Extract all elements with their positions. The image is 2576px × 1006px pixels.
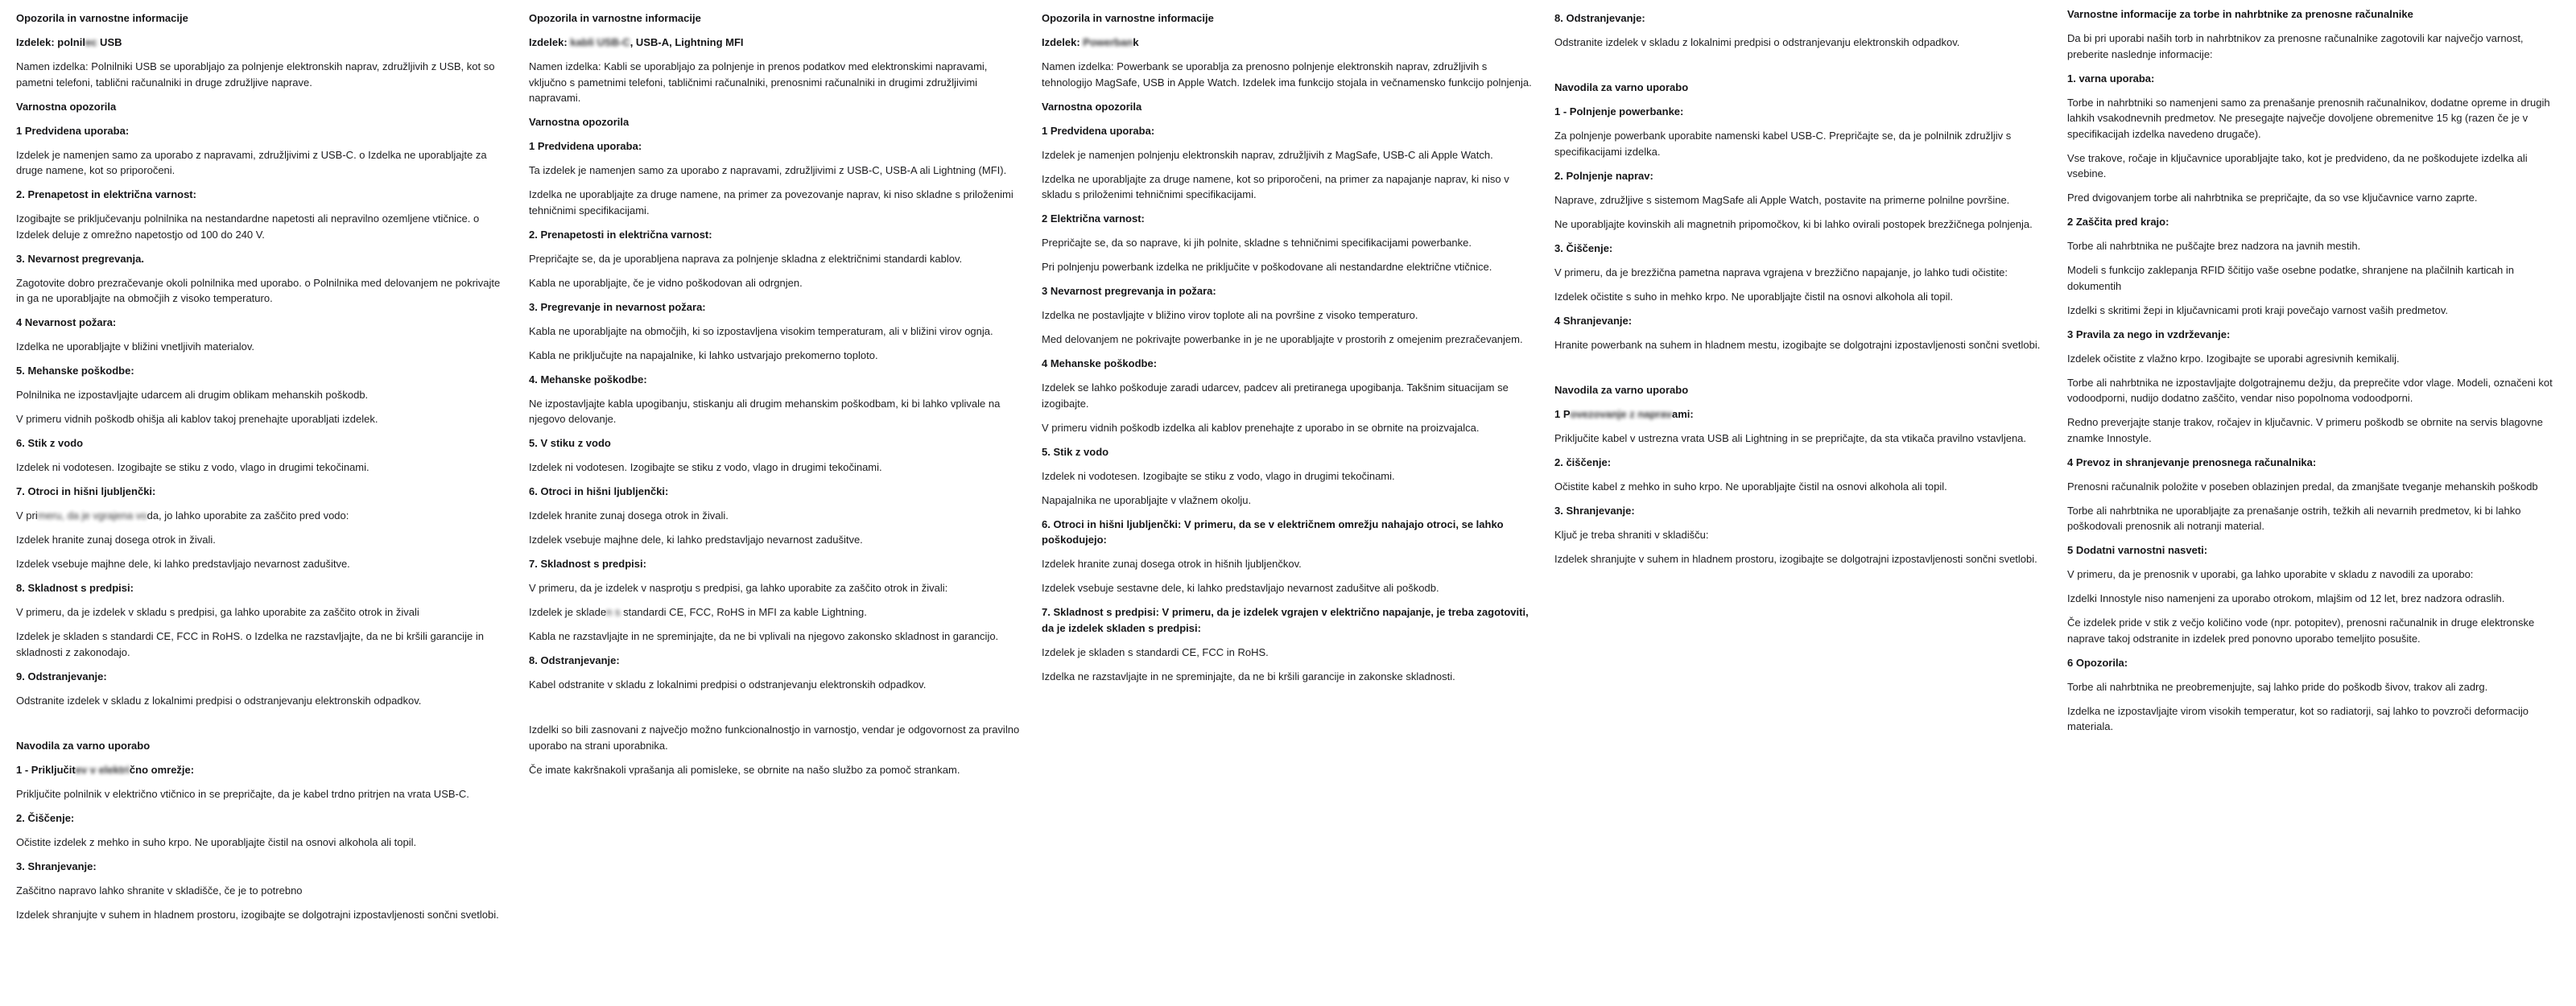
section-heading bbox=[1554, 10, 2046, 27]
paragraph bbox=[529, 163, 1021, 179]
paragraph bbox=[2067, 375, 2559, 406]
text-segment: 5. V stiku z vodo bbox=[529, 437, 611, 449]
text-segment: Opozorila in varnostne informacije bbox=[1042, 12, 1214, 24]
text-segment: Priključite kabel v ustrezna vrata USB ali Lightning in se prepričajte, da sta vtikača pravilno vstavljena. bbox=[1554, 431, 2027, 444]
paragraph bbox=[1554, 527, 2046, 543]
text-segment: 4. Mehanske poškodbe: bbox=[529, 373, 647, 385]
text-segment: 4 Mehanske poškodbe: bbox=[1042, 357, 1158, 369]
paragraph bbox=[1554, 265, 2046, 281]
column-powerbank-warnings bbox=[1042, 10, 1534, 931]
section-heading bbox=[1042, 444, 1534, 460]
text-segment: V primeru, da je izdelek v nasprotju s predpisi, ga lahko uporabite za zaščito otrok in živali: bbox=[529, 582, 948, 594]
paragraph bbox=[2067, 351, 2559, 367]
paragraph bbox=[2067, 567, 2559, 583]
text-segment: Izdelek je namenjen samo za uporabo z napravami, združljivimi z USB-C. o Izdelka ne uporabljajte za druge namene, kot so priporočeni. bbox=[16, 148, 487, 176]
paragraph bbox=[2067, 238, 2559, 254]
paragraph bbox=[2067, 479, 2559, 495]
text-segment: 6. Otroci in hišni ljubljenčki: bbox=[529, 485, 669, 497]
text-segment: Izdelka ne uporabljajte za druge namene, kot so priporočeni, na primer za napajanje naprav, ki niso v skladu s priloženimi tehničnimi specifikacijami. bbox=[1042, 172, 1509, 200]
smudged-text: n s bbox=[606, 606, 624, 618]
paragraph bbox=[16, 883, 508, 899]
section-heading bbox=[1042, 35, 1534, 51]
paragraph bbox=[1554, 479, 2046, 495]
text-segment: 7. Skladnost s predpisi: V primeru, da je izdelek vgrajen v električno napajanje, je treba zagotoviti, da je izdelek skladen s predpisi: bbox=[1042, 606, 1529, 634]
text-segment: Izdelki s skritimi žepi in ključavnicami proti kraji povečajo varnost vaših predmetov. bbox=[2067, 303, 2448, 316]
text-segment: Odstranite izdelek v skladu z lokalnimi predpisi o odstranjevanju elektronskih odpadkov. bbox=[16, 694, 422, 707]
paragraph bbox=[1042, 493, 1534, 509]
section-heading bbox=[529, 372, 1021, 388]
paragraph bbox=[1042, 307, 1534, 324]
paragraph bbox=[16, 147, 508, 179]
paragraph bbox=[16, 556, 508, 572]
section-heading bbox=[1554, 455, 2046, 471]
paragraph bbox=[1042, 556, 1534, 572]
text-segment: 4 Shranjevanje: bbox=[1554, 314, 1633, 327]
text-segment: Prepričajte se, da so naprave, ki jih polnite, skladne s tehničnimi specifikacijami powerbanke. bbox=[1042, 237, 1472, 249]
text-segment: 3 Pravila za nego in vzdrževanje: bbox=[2067, 328, 2231, 340]
text-segment: Izdelki so bili zasnovani z največjo možno funkcionalnostjo in varnostjo, vendar je odgovornost za pravilno uporabo na strani uporabnika. bbox=[529, 724, 1020, 752]
text-segment: Kabla ne priključujte na napajalnike, ki lahko ustvarjajo prekomerno toploto. bbox=[529, 348, 878, 361]
paragraph bbox=[2067, 190, 2559, 206]
section-heading bbox=[1042, 123, 1534, 139]
paragraph bbox=[1042, 259, 1534, 275]
paragraph bbox=[1042, 171, 1534, 203]
text-segment: 1. varna uporaba: bbox=[2067, 72, 2155, 85]
text-segment: Torbe ali nahrbtnika ne uporabljajte za prenašanje ostrih, težkih ali nevarnih predmetov, ki bi lahko poškodovali prenosnik ali notranji material. bbox=[2067, 504, 2521, 532]
text-segment: Izdelek ni vodotesen. Izogibajte se stiku z vodo, vlago in drugimi tekočinami. bbox=[16, 461, 369, 473]
paragraph bbox=[16, 387, 508, 403]
paragraph bbox=[1042, 235, 1534, 251]
smudged-text: kabli USB-C bbox=[570, 36, 630, 48]
paragraph bbox=[529, 460, 1021, 476]
text-segment: Opozorila in varnostne informacije bbox=[529, 12, 701, 24]
text-segment: Izdelek: polnil bbox=[16, 36, 85, 48]
column-cables-warnings bbox=[529, 10, 1021, 931]
paragraph bbox=[1554, 431, 2046, 447]
text-segment: Modeli s funkcijo zaklepanja RFID ščitijo vaše osebne podatke, shranjene na plačilnih karticah in dokumentih bbox=[2067, 264, 2514, 292]
section-heading bbox=[16, 762, 508, 778]
text-segment: k bbox=[1133, 36, 1139, 48]
paragraph bbox=[529, 604, 1021, 621]
paragraph bbox=[2067, 414, 2559, 446]
section-heading bbox=[16, 10, 508, 27]
section-heading bbox=[529, 10, 1021, 27]
text-segment: Izdelek ni vodotesen. Izogibajte se stiku z vodo, vlago in drugimi tekočinami. bbox=[529, 461, 882, 473]
text-segment: Izdelek je skladen s standardi CE, FCC in RoHS. o Izdelka ne razstavljajte, da ne bi kršili garancije in skladnosti z zakonodajo. bbox=[16, 630, 484, 658]
paragraph bbox=[1042, 147, 1534, 163]
smudged-text: ovezovanje z naprav bbox=[1570, 407, 1672, 420]
text-segment: 2. čiščenje: bbox=[1554, 456, 1612, 468]
text-segment: 3. Čiščenje: bbox=[1554, 241, 1613, 254]
section-heading bbox=[529, 435, 1021, 451]
section-heading bbox=[1042, 517, 1534, 548]
paragraph bbox=[1554, 35, 2046, 51]
paragraph bbox=[2067, 703, 2559, 735]
text-segment: 6. Otroci in hišni ljubljenčki: V primeru, da se v električnem omrežju nahajajo otroci, se lahko poškodujejo: bbox=[1042, 517, 1504, 546]
text-segment: Izdelka ne uporabljajte v bližini vnetljivih materialov. bbox=[16, 340, 255, 353]
text-segment: 1 Predvidena uporaba: bbox=[1042, 124, 1155, 137]
text-segment: 4 Nevarnost požara: bbox=[16, 316, 117, 328]
paragraph bbox=[16, 460, 508, 476]
section-heading bbox=[529, 556, 1021, 572]
text-segment: Navodila za varno uporabo bbox=[1554, 81, 1689, 93]
text-segment: čno omrežje: bbox=[129, 763, 195, 776]
text-segment: Izdelek vsebuje majhne dele, ki lahko predstavljajo nevarnost zadušitve. bbox=[16, 558, 350, 570]
text-segment: Izdelek vsebuje sestavne dele, ki lahko predstavljajo nevarnost zadušitve ali poškodb. bbox=[1042, 582, 1439, 594]
section-heading bbox=[16, 669, 508, 685]
text-segment: 8. Skladnost s predpisi: bbox=[16, 582, 134, 594]
text-segment: 7. Otroci in hišni ljubljenčki: bbox=[16, 485, 156, 497]
section-heading bbox=[1554, 313, 2046, 329]
text-segment: 3. Shranjevanje: bbox=[1554, 504, 1635, 517]
text-segment: Izdelka ne postavljajte v bližino virov toplote ali na površine z visoko temperaturo. bbox=[1042, 309, 1418, 321]
section-heading bbox=[16, 251, 508, 267]
section-heading bbox=[2067, 6, 2559, 23]
section-heading bbox=[16, 35, 508, 51]
text-segment: Ne uporabljajte kovinskih ali magnetnih pripomočkov, ki bi lahko ovirali postopek brezžičnega polnjenja. bbox=[1554, 217, 2033, 230]
section-heading bbox=[529, 653, 1021, 669]
paragraph bbox=[2067, 503, 2559, 534]
text-segment: Kabla ne razstavljajte in ne spreminjajte, da ne bi vplivali na njegovo zakonsko skladnost in garancijo. bbox=[529, 630, 999, 642]
paragraph bbox=[1042, 380, 1534, 411]
paragraph bbox=[2067, 262, 2559, 294]
paragraph bbox=[2067, 303, 2559, 319]
section-heading bbox=[16, 810, 508, 827]
paragraph bbox=[529, 580, 1021, 596]
text-segment: V primeru, da je prenosnik v uporabi, ga lahko uporabite v skladu z navodili za uporabo: bbox=[2067, 568, 2474, 580]
text-segment: Kabla ne uporabljajte, če je vidno poškodovan ali odrgnjen. bbox=[529, 276, 803, 289]
paragraph bbox=[16, 907, 508, 923]
paragraph bbox=[1042, 468, 1534, 484]
paragraph bbox=[16, 693, 508, 709]
text-segment: Odstranite izdelek v skladu z lokalnimi predpisi o odstranjevanju elektronskih odpadkov. bbox=[1554, 36, 1960, 48]
section-heading bbox=[1554, 503, 2046, 519]
paragraph bbox=[529, 629, 1021, 645]
text-segment: 3. Pregrevanje in nevarnost požara: bbox=[529, 300, 706, 313]
paragraph bbox=[2067, 95, 2559, 142]
text-segment: Izdelek: bbox=[1042, 36, 1084, 48]
section-heading bbox=[1554, 80, 2046, 96]
text-segment: 1 - Polnjenje powerbanke: bbox=[1554, 105, 1684, 118]
text-segment: 8. Odstranjevanje: bbox=[529, 654, 620, 666]
text-segment: Izdelek hranite zunaj dosega otrok in hišnih ljubljenčkov. bbox=[1042, 558, 1302, 570]
text-segment: standardi CE, FCC, RoHS in MFI za kable Lightning. bbox=[623, 606, 867, 618]
text-segment: 9. Odstranjevanje: bbox=[16, 670, 107, 682]
section-heading bbox=[1554, 104, 2046, 120]
text-segment: 5. Stik z vodo bbox=[1042, 445, 1109, 458]
text-segment: Namen izdelka: Kabli se uporabljajo za polnjenje in prenos podatkov med elektronskimi napravami, vključno s pametnimi telefoni, tabličnimi računalniki, prenosnimi računalniki in drugimi združljivimi napravami. bbox=[529, 60, 988, 104]
text-segment: Namen izdelka: Polnilniki USB se uporabljajo za polnjenje elektronskih naprav, združljivih z USB, kot so pametni telefoni, tablični računalniki in druge združljive naprave. bbox=[16, 60, 495, 89]
paragraph bbox=[529, 677, 1021, 693]
paragraph bbox=[16, 339, 508, 355]
section-heading bbox=[2067, 455, 2559, 471]
text-segment: 5. Mehanske poškodbe: bbox=[16, 365, 134, 377]
text-segment: V primeru, da je izdelek v skladu s predpisi, ga lahko uporabite za zaščito otrok in živali bbox=[16, 606, 419, 618]
text-segment: Izdelek je namenjen polnjenju elektronskih naprav, združljivih z MagSafe, USB-C ali Apple Watch. bbox=[1042, 148, 1493, 161]
text-segment: 6 Opozorila: bbox=[2067, 656, 2128, 669]
paragraph bbox=[16, 411, 508, 427]
text-segment: Prenosni računalnik položite v poseben oblazinjen predal, da zmanjšate tveganje mehanskih poškodb bbox=[2067, 480, 2538, 493]
section-heading bbox=[16, 435, 508, 451]
text-segment: Torbe ali nahrbtnika ne preobremenjujte, saj lahko pride do poškodb šivov, trakov ali zadrg. bbox=[2067, 680, 2488, 693]
section-heading bbox=[1042, 211, 1534, 227]
column-powerbank-usage bbox=[1554, 10, 2046, 931]
text-segment: 6. Stik z vodo bbox=[16, 437, 84, 449]
text-segment: 2 Zaščita pred krajo: bbox=[2067, 216, 2169, 228]
smudged-text: meru, da je vgrajena vo bbox=[37, 509, 147, 522]
text-segment: Če izdelek pride v stik z večjo količino vode (npr. potopitev), prenosni računalnik in druge elektronske naprave takoj odstranite in izdelek pred ponovno uporabo temeljito posušite. bbox=[2067, 616, 2535, 645]
smudged-text: ec bbox=[85, 36, 97, 48]
text-segment: Navodila za varno uporabo bbox=[1554, 383, 1689, 396]
paragraph bbox=[529, 324, 1021, 340]
paragraph bbox=[529, 59, 1021, 106]
section-heading bbox=[16, 580, 508, 596]
section-heading bbox=[529, 35, 1021, 51]
text-segment: Varnostna opozorila bbox=[16, 100, 117, 113]
section-heading bbox=[1042, 356, 1534, 372]
smudged-text: ev v elektri bbox=[75, 763, 130, 776]
column-laptop-bags-safety bbox=[2067, 6, 2559, 931]
text-segment: Očistite kabel z mehko in suho krpo. Ne uporabljajte čistil na osnovi alkohola ali topil. bbox=[1554, 480, 1947, 493]
text-segment: Polnilnika ne izpostavljajte udarcem ali drugim oblikam mehanskih poškodb. bbox=[16, 389, 369, 401]
paragraph bbox=[529, 251, 1021, 267]
section-gap bbox=[529, 701, 1021, 722]
section-heading bbox=[2067, 327, 2559, 343]
text-segment: Redno preverjajte stanje trakov, ročajev in ključavnic. V primeru poškodb se obrnite na servis blagovne znamke Innostyle. bbox=[2067, 416, 2543, 444]
text-segment: Očistite izdelek z mehko in suho krpo. Ne uporabljajte čistil na osnovi alkohola ali topil. bbox=[16, 835, 417, 848]
section-heading bbox=[529, 484, 1021, 500]
text-segment: Namen izdelka: Powerbank se uporablja za prenosno polnjenje elektronskih naprav, združljivih s tehnologijo MagSafe, USB in Apple Watch. Izdelek ima funkcijo stojala in večnamensko funkcijo polnjenja. bbox=[1042, 60, 1532, 89]
text-segment: Izdelek vsebuje majhne dele, ki lahko predstavljajo nevarnost zadušitve. bbox=[529, 534, 863, 546]
text-segment: Izdelki Innostyle niso namenjeni za uporabo otrokom, mlajšim od 12 let, brez nadzora odraslih. bbox=[2067, 592, 2505, 604]
section-heading bbox=[1042, 283, 1534, 299]
text-segment: Izdelek: bbox=[529, 36, 571, 48]
paragraph bbox=[2067, 150, 2559, 182]
text-segment: Ključ je treba shraniti v skladišču: bbox=[1554, 528, 1709, 541]
paragraph bbox=[1042, 332, 1534, 348]
text-segment: Zaščitno napravo lahko shranite v skladišče, če je to potrebno bbox=[16, 884, 303, 897]
section-heading bbox=[16, 99, 508, 115]
text-segment: Izdelek shranjujte v suhem in hladnem prostoru, izogibajte se dolgotrajni izpostavljenosti sončni svetlobi. bbox=[16, 908, 499, 921]
paragraph bbox=[16, 275, 508, 307]
text-segment: Prepričajte se, da je uporabljena naprava za polnjenje skladna z električnimi standardi kablov. bbox=[529, 252, 963, 265]
paragraph bbox=[529, 762, 1021, 778]
paragraph bbox=[1042, 59, 1534, 90]
paragraph bbox=[16, 604, 508, 621]
paragraph bbox=[1554, 551, 2046, 567]
text-segment: Kabel odstranite v skladu z lokalnimi predpisi o odstranjevanju elektronskih odpadkov. bbox=[529, 678, 927, 691]
section-heading bbox=[1554, 406, 2046, 423]
section-heading bbox=[2067, 655, 2559, 671]
text-segment: 2 Električna varnost: bbox=[1042, 212, 1145, 225]
text-segment: 2. Polnjenje naprav: bbox=[1554, 169, 1653, 182]
text-segment: Izdelek je sklade bbox=[529, 606, 607, 618]
paragraph bbox=[529, 348, 1021, 364]
text-segment: Ta izdelek je namenjen samo za uporabo z napravami, združljivimi z USB-C, USB-A ali Lightning (MFI). bbox=[529, 164, 1007, 176]
text-segment: Varnostna opozorila bbox=[1042, 100, 1142, 113]
paragraph bbox=[1554, 289, 2046, 305]
paragraph bbox=[1042, 420, 1534, 436]
text-segment: Izdelek hranite zunaj dosega otrok in živali. bbox=[529, 509, 729, 522]
text-segment: Če imate kakršnakoli vprašanja ali pomisleke, se obrnite na našo službo za pomoč strankam. bbox=[529, 763, 960, 776]
text-segment: Varnostne informacije za torbe in nahrbtnike za prenosne računalnike bbox=[2067, 8, 2413, 20]
text-segment: Izdelka ne uporabljajte za druge namene, na primer za povezovanje naprav, ki niso skladne s priloženimi tehničnimi specifikacijami. bbox=[529, 188, 1013, 216]
section-heading bbox=[16, 123, 508, 139]
text-segment: ami: bbox=[1671, 407, 1694, 420]
text-segment: Hranite powerbank na suhem in hladnem mestu, izogibajte se dolgotrajni izpostavljenosti sončni svetlobi. bbox=[1554, 338, 2041, 351]
text-segment: , USB-A, Lightning MFI bbox=[630, 36, 744, 48]
paragraph bbox=[2067, 679, 2559, 695]
paragraph bbox=[16, 629, 508, 660]
text-segment: Izdelek hranite zunaj dosega otrok in živali. bbox=[16, 534, 216, 546]
section-heading bbox=[1554, 382, 2046, 398]
section-gap bbox=[16, 717, 508, 738]
section-gap bbox=[1554, 59, 2046, 80]
section-heading bbox=[2067, 71, 2559, 87]
text-segment: V primeru vidnih poškodb ohišja ali kablov takoj prenehajte uporabljati izdelek. bbox=[16, 413, 378, 425]
paragraph bbox=[1042, 669, 1534, 685]
section-heading bbox=[16, 315, 508, 331]
text-segment: 2. Prenapetost in električna varnost: bbox=[16, 188, 196, 200]
paragraph bbox=[529, 187, 1021, 218]
text-segment: Opozorila in varnostne informacije bbox=[16, 12, 188, 24]
paragraph bbox=[1042, 645, 1534, 661]
text-segment: da, jo lahko uporabite za zaščito pred vodo: bbox=[147, 509, 349, 522]
text-segment: Torbe ali nahrbtnika ne puščajte brez nadzora na javnih mestih. bbox=[2067, 240, 2361, 252]
text-segment: Pri polnjenju powerbank izdelka ne priključite v poškodovane ali nestandardne električne vtičnice. bbox=[1042, 261, 1492, 273]
text-segment: Izdelek ni vodotesen. Izogibajte se stiku z vodo, vlago in drugimi tekočinami. bbox=[1042, 469, 1395, 482]
text-segment: Izdelek se lahko poškoduje zaradi udarcev, padcev ali pretiranega upogibanja. Takšnim situacijam se izogibajte. bbox=[1042, 381, 1509, 410]
section-heading bbox=[529, 114, 1021, 130]
section-heading bbox=[2067, 214, 2559, 230]
paragraph bbox=[1554, 192, 2046, 208]
text-segment: Pred dvigovanjem torbe ali nahrbtnika se prepričajte, da so vse ključavnice varno zaprte. bbox=[2067, 192, 2478, 204]
text-segment: 1 P bbox=[1554, 407, 1571, 420]
paragraph bbox=[529, 508, 1021, 524]
paragraph bbox=[529, 532, 1021, 548]
text-segment: Varnostna opozorila bbox=[529, 116, 630, 128]
text-segment: V primeru vidnih poškodb izdelka ali kablov prenehajte z uporabo in se obrnite na proizvajalca. bbox=[1042, 421, 1480, 434]
paragraph bbox=[1554, 216, 2046, 233]
text-segment: Izdelka ne razstavljajte in ne spreminjajte, da ne bi kršili garancije in zakonske skladnosti. bbox=[1042, 670, 1455, 682]
text-segment: 3 Nevarnost pregrevanja in požara: bbox=[1042, 285, 1216, 297]
paragraph bbox=[2067, 615, 2559, 646]
section-heading bbox=[16, 859, 508, 875]
text-segment: 3. Shranjevanje: bbox=[16, 860, 97, 872]
section-heading bbox=[1554, 168, 2046, 184]
text-segment: V primeru, da je brezžična pametna naprava vgrajena v brezžično napajanje, jo lahko tudi očistite: bbox=[1554, 266, 2008, 278]
smudged-text: Powerban bbox=[1083, 36, 1133, 48]
paragraph bbox=[16, 835, 508, 851]
text-segment: Ne izpostavljajte kabla upogibanju, stiskanju ali drugim mehanskim poškodbam, ki bi lahko vplivale na njegovo delovanje. bbox=[529, 397, 1001, 425]
section-heading bbox=[16, 187, 508, 203]
text-segment: 2. Čiščenje: bbox=[16, 811, 75, 824]
paragraph bbox=[529, 396, 1021, 427]
paragraph bbox=[529, 275, 1021, 291]
text-segment: 1 Predvidena uporaba: bbox=[529, 140, 642, 152]
text-segment: 1 Predvidena uporaba: bbox=[16, 124, 130, 137]
text-segment: Izogibajte se priključevanju polnilnika na nestandardne napetosti ali nepravilno ozemljene vtičnice. o Izdelek deluje z omrežno napetostjo od 100 do 240 V. bbox=[16, 212, 480, 241]
section-heading bbox=[16, 484, 508, 500]
text-segment: Navodila za varno uporabo bbox=[16, 739, 151, 752]
paragraph bbox=[2067, 31, 2559, 62]
text-segment: Zagotovite dobro prezračevanje okoli polnilnika med uporabo. o Polnilnika med delovanjem ne pokrivajte in ga ne uporabljajte na območjih z visoko temperaturo. bbox=[16, 276, 501, 304]
section-heading bbox=[529, 299, 1021, 315]
text-segment: Izdelka ne izpostavljajte virom visokih temperatur, kot so radiatorji, saj lahko to povzroči deformacijo materiala. bbox=[2067, 704, 2529, 732]
section-heading bbox=[2067, 542, 2559, 559]
text-segment: 7. Skladnost s predpisi: bbox=[529, 558, 646, 570]
section-heading bbox=[1554, 241, 2046, 257]
section-heading bbox=[1042, 604, 1534, 636]
text-segment: 2. Prenapetosti in električna varnost: bbox=[529, 228, 712, 241]
section-heading bbox=[16, 363, 508, 379]
section-heading bbox=[529, 138, 1021, 155]
paragraph bbox=[1554, 337, 2046, 353]
section-heading bbox=[529, 227, 1021, 243]
text-segment: 4 Prevoz in shranjevanje prenosnega računalnika: bbox=[2067, 456, 2317, 468]
text-segment: Torbe in nahrbtniki so namenjeni samo za prenašanje prenosnih računalnikov, dodatne opreme in drugih lahkih vsakodnevnih predmetov. Ne presegajte največje dovoljene obremenitve 15 kg (razen če je v specifikacijah izdelka navedeno drugače). bbox=[2067, 96, 2550, 140]
text-segment: V pri bbox=[16, 509, 38, 522]
section-heading bbox=[1042, 10, 1534, 27]
section-heading bbox=[16, 738, 508, 754]
text-segment: 3. Nevarnost pregrevanja. bbox=[16, 252, 144, 265]
text-segment: Izdelek je skladen s standardi CE, FCC in RoHS. bbox=[1042, 645, 1269, 658]
paragraph bbox=[1042, 580, 1534, 596]
text-segment: Torbe ali nahrbtnika ne izpostavljajte dolgotrajnemu dežju, da preprečite vdor vlage. Modeli, označeni kot vodoodporni, nudijo dodatno zaščito, vendar niso popolnoma vodoodporni. bbox=[2067, 376, 2553, 404]
paragraph bbox=[16, 59, 508, 90]
paragraph bbox=[16, 211, 508, 242]
paragraph bbox=[529, 722, 1021, 753]
text-segment: Med delovanjem ne pokrivajte powerbanke in je ne uporabljajte v prostorih z omejenim prezračevanjem. bbox=[1042, 333, 1523, 345]
text-segment: Da bi pri uporabi naših torb in nahrbtnikov za prenosne računalnike zagotovili kar največjo varnost, preberite naslednje informacije: bbox=[2067, 32, 2524, 60]
section-heading bbox=[1042, 99, 1534, 115]
paragraph bbox=[16, 508, 508, 524]
text-segment: 5 Dodatni varnostni nasveti: bbox=[2067, 544, 2208, 556]
text-segment: Izdelek očistite s suho in mehko krpo. Ne uporabljajte čistil na osnovi alkohola ali topil. bbox=[1554, 290, 1953, 303]
text-segment: Napajalnika ne uporabljajte v vlažnem okolju. bbox=[1042, 493, 1252, 506]
paragraph bbox=[16, 532, 508, 548]
text-segment: Za polnjenje powerbank uporabite namenski kabel USB-C. Prepričajte se, da je polnilnik združljiv s specifikacijami izdelka. bbox=[1554, 130, 2012, 158]
text-segment: USB bbox=[97, 36, 122, 48]
text-segment: Priključite polnilnik v električno vtičnico in se prepričajte, da je kabel trdno pritrjen na vrata USB-C. bbox=[16, 787, 469, 800]
text-segment: Naprave, združljive s sistemom MagSafe ali Apple Watch, postavite na primerne polnilne površine. bbox=[1554, 193, 2010, 206]
text-segment: Izdelek očistite z vlažno krpo. Izogibajte se uporabi agresivnih kemikalij. bbox=[2067, 352, 2400, 365]
text-segment: 8. Odstranjevanje: bbox=[1554, 12, 1645, 24]
section-gap bbox=[1554, 361, 2046, 382]
text-segment: Izdelek shranjujte v suhem in hladnem prostoru, izogibajte se dolgotrajni izpostavljenosti sončni svetlobi. bbox=[1554, 552, 2037, 565]
column-usb-charger-warnings bbox=[16, 10, 508, 931]
paragraph bbox=[16, 786, 508, 802]
paragraph bbox=[1554, 128, 2046, 159]
text-segment: 1 - Priključit bbox=[16, 763, 76, 776]
text-segment: Kabla ne uporabljajte na območjih, ki so izpostavljena visokim temperaturam, ali v bližini virov ognja. bbox=[529, 324, 993, 337]
paragraph bbox=[2067, 591, 2559, 607]
text-segment: Vse trakove, ročaje in ključavnice uporabljajte tako, kot je predvideno, da ne poškodujete izdelka ali vsebine. bbox=[2067, 151, 2528, 179]
